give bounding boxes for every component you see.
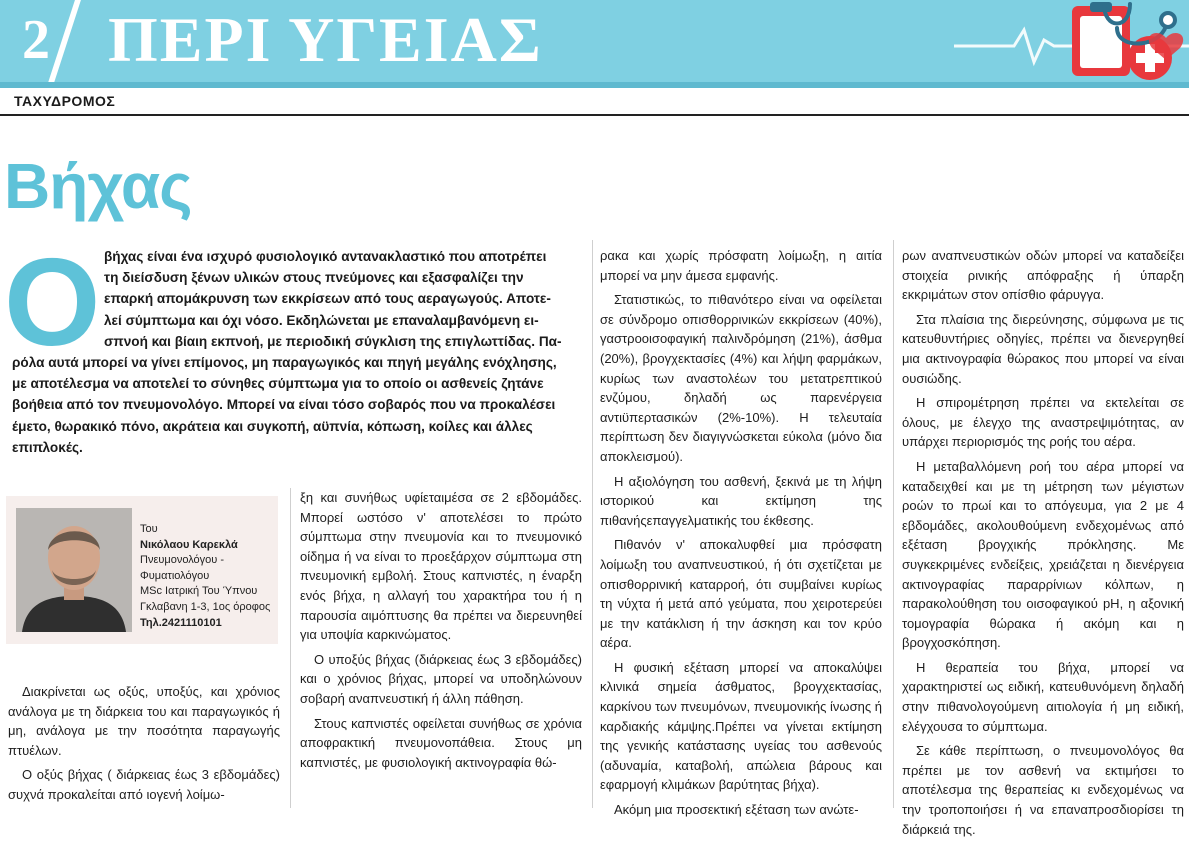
lead-paragraph bbox=[12, 246, 582, 458]
section-banner bbox=[0, 0, 1189, 82]
lead-line: επαρκή απομάκρυνση των εκκρίσεων από τους αεραγωγούς. Αποτε- bbox=[104, 291, 551, 307]
publication-rule bbox=[0, 114, 1189, 116]
author-address: Γκλαβανη 1-3, 1ος όροφος bbox=[140, 600, 271, 613]
medical-illustration bbox=[954, 0, 1189, 82]
author-prefix: Του bbox=[140, 523, 158, 535]
lead-line: έμετο, θωρακικό πόνο, ακράτεια και συγκοπή, αϋπνία, κόπωση, κοίλες και άλλες bbox=[12, 418, 533, 434]
body-paragraph: Διακρίνεται ως οξύς, υποξύς, και χρόνιος ανάλογα με τη διάρκεια του και παραγωγικός ή μη, ανάλογα με την ποσότητα παραγωγής πτυέλων. bbox=[8, 684, 280, 758]
lead-line: με αποτέλεσμα να αποτελεί το σύνηθες σύμπτωμα για το οποίο οι ασθενείς ζητάνε bbox=[12, 376, 544, 392]
banner-slash bbox=[45, 0, 81, 82]
column-divider bbox=[893, 240, 894, 808]
body-paragraph: Η φυσική εξέταση μπορεί να αποκαλύψει κλινικά σημεία άσθματος, βρογχεκτασίας, καρκίνου των πνευμόνων, πνευμονικής ίνωσης ή καρδιακής κάμψης.Πρέπει να γίνεται εκτίμηση της γενικής κατάστασης υγείας του ασθενούς (αδυναμία, καταβολή, απώλεια βάρους και εφαρμογή κλιμάκων βαρύτητας βήχα). bbox=[600, 659, 882, 793]
drop-cap: Ο bbox=[4, 234, 101, 372]
body-column-3 bbox=[600, 246, 882, 825]
column-divider bbox=[290, 488, 291, 808]
body-column-2 bbox=[300, 488, 582, 777]
body-paragraph: Ο υποξύς βήχας (διάρκειας έως 3 εβδομάδες) και ο χρόνιος βήχας, μπορεί να υποδηλώνουν σοβαρή αναπνευστική ή άλλη πάθηση. bbox=[300, 651, 582, 706]
body-column-1 bbox=[8, 682, 280, 810]
article-headline: Βήχας bbox=[4, 150, 192, 222]
body-paragraph: Στους καπνιστές οφείλεται συνήθως σε χρόνια αποφρακτική πνευμονοπάθεια. Στους μη καπνιστές, με φυσιολογική ακτινογραφία θώ- bbox=[300, 715, 582, 770]
body-paragraph: Στατιστικώς, το πιθανότερο είναι να οφείλεται σε σύνδρομο οπισθορρινικών εκκρίσεων (40%), γαστροοισοφαγική παλινδρόμηση (21%), άσθμα (20%), βρογχεκτασίες (4%) και λήψη φαρμάκων, κυρίως των αναστολέων του μετατρεπτικού ενζύμου, δηλαδή ως παρενέργεια αντιϋπερτασικών (2%-10%). Η τελευταία περίπτωση δεν διαγιγνώσκεται εύκολα (μόνο δια αποκλεισμού). bbox=[600, 292, 882, 464]
author-box bbox=[6, 496, 278, 644]
publication-name: ΤΑΧΥΔΡΟΜΟΣ bbox=[14, 93, 116, 109]
body-paragraph: ρακα και χωρίς πρόσφατη λοίμωξη, η αιτία μπορεί να μην άμεσα εμφανής. bbox=[600, 248, 882, 283]
author-title: Φυματιολόγου bbox=[140, 569, 210, 582]
page-number: 2 bbox=[22, 9, 50, 71]
body-paragraph: Ακόμη μια προσεκτική εξέταση των ανώτε- bbox=[614, 802, 859, 818]
body-paragraph: Σε κάθε περίπτωση, ο πνευμονολόγος θα πρέπει με τον ασθενή να εκτιμήσει το αποτέλεσμα της θεραπείας κι ενδεχομένως να την τροποποιήσει ή να επαναπροσδιορίσει τη διάρκειά της. bbox=[902, 743, 1184, 837]
author-photo bbox=[16, 508, 132, 632]
lead-line: τη διείσδυση ξένων υλικών στους πνεύμονες και εξασφαλίζει την bbox=[104, 270, 524, 286]
lead-line: επιπλοκές. bbox=[12, 439, 83, 455]
body-paragraph: Ο οξύς βήχας ( διάρκειας έως 3 εβδομάδες) συχνά προκαλείται από ιογενή λοίμω- bbox=[8, 767, 280, 802]
lead-line: σπνοή και βίαιη εκπνοή, με περιοδική σύγκλιση της επιγλωττίδας. Πα- bbox=[104, 333, 562, 349]
body-paragraph: Η θεραπεία του βήχα, μπορεί να χαρακτηριστεί ως ειδική, κατευθυνόμενη δηλαδή στην πιθανολογούμενη αιτιολογία ή μη ειδική, ελέγχουσα το σύμπτωμα. bbox=[902, 659, 1184, 734]
banner-stripe bbox=[0, 82, 1189, 88]
body-paragraph: Πιθανόν ν' αποκαλυφθεί μια πρόσφατη λοίμωξη του αναπνευστικού, ή ότι σχετίζεται με οπισθορρινική καταρροή, ότι συμβαίνει κυρίως τη νύχτα ή μετά από γεύματα, που χειροτερεύει με την κατάκλιση ή την άσκηση και τον κρύο αέρα. bbox=[600, 537, 882, 651]
body-paragraph: Η σπιρομέτρηση πρέπει να εκτελείται σε όλους, με έλεγχο της αναστρεψιμότητας, αν υπάρχει περιορισμός της ροής του αέρα. bbox=[902, 395, 1184, 450]
body-paragraph: ρων αναπνευστικών οδών μπορεί να καταδείξει στοιχεία ρινικής απόφραξης ή ύπαρξη εκκριμάτων στον οπίσθιο φάρυγγα. bbox=[902, 248, 1184, 303]
body-column-4 bbox=[902, 246, 1184, 844]
body-paragraph: ξη και συνήθως υφίεταιμέσα σε 2 εβδομάδες. Μπορεί ωστόσο ν' αποτελέσει το πρώτο σύμπτωμα στην πνευμονία και το πνευμονικό οίδημα ή να είναι το προεξάρχον σύμπτωμα στη πνευμονική εμβολή. Στους καπνιστές, η έναρξη ενός βήχα, η αλλαγή του χαρακτήρα του ή η παρουσία αιμόπτυσης θα πρέπει να διερευνηθεί για υποψία καρκινώματος. bbox=[300, 490, 582, 643]
lead-line: ρόλα αυτά μπορεί να γίνει επίμονος, μη παραγωγικός και πηγή μεγάλης ενόχλησης, bbox=[12, 354, 557, 370]
author-degree: MSc Ιατρική Του Ύπνου bbox=[140, 585, 258, 598]
body-paragraph: Η αξιολόγηση του ασθενή, ξεκινά με τη λήψη ιστορικού και εκτίμηση της πιθανήςεπαγγελματικής του έκθεσης. bbox=[600, 473, 882, 528]
author-phone: Τηλ.2421110101 bbox=[140, 616, 222, 629]
author-info bbox=[140, 522, 274, 631]
body-paragraph: Η μεταβαλλόμενη ροή του αέρα μπορεί να καταδειχθεί και με τη μέτρηση των μέγιστων ροών το πρωί και το απόγευμα, για 2 με 4 εβδομάδες, ακολουθούμενη ενδεχομένως από εξέταση βρογχικής πρόκλησης. Με συγκεκριμένες ενδείξεις, χρειάζεται η διενέργεια ακτινογραφίας παραρρίνιων κόλπων, η παρακολούθηση του οισοφαγικού pH, η αξονική τομογραφία θώρακα ή ακόμη και η βρογχοσκόπηση. bbox=[902, 458, 1184, 651]
body-paragraph: Στα πλαίσια της διερεύνησης, σύμφωνα με τις κατευθυντήριες οδηγίες, πρέπει να διενεργηθεί μια ακτινογραφία θώρακος που μπορεί να είναι ουσιώδης. bbox=[902, 311, 1184, 386]
lead-line: βήχας είναι ένα ισχυρό φυσιολογικό αντανακλαστικό που αποτρέπει bbox=[104, 249, 547, 264]
column-divider bbox=[592, 240, 593, 808]
section-title: ΠΕΡΙ ΥΓΕΙΑΣ bbox=[108, 4, 543, 75]
lead-line: λεί σύμπτωμα και όχι νόσο. Εκδηλώνεται με επαναλαμβανόμενη ει- bbox=[104, 312, 539, 328]
author-name: Νικόλαου Καρεκλά bbox=[140, 538, 238, 551]
lead-line: βοήθεια από τον πνευμονολόγο. Μπορεί να είναι τόσο σοβαρός που να προκαλέσει bbox=[12, 397, 556, 413]
author-title: Πνευμονολόγου - bbox=[140, 554, 225, 567]
